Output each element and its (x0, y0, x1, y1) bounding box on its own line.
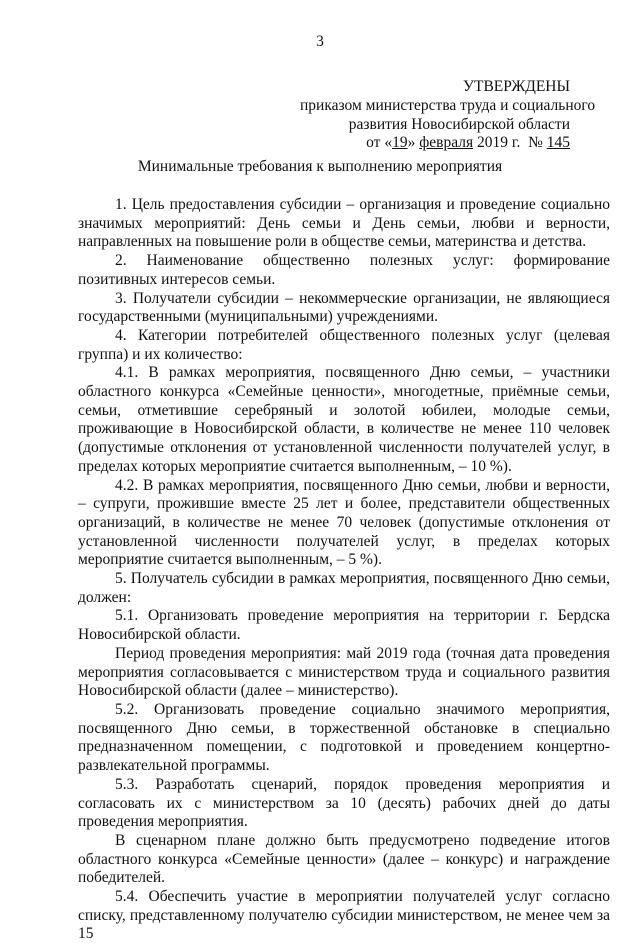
paragraph: В сценарном плане должно быть предусмотрено подведение итогов областного конкурса «Семейные ценности» (далее – конкурс) и награждение победителей. (78, 831, 610, 887)
paragraph: 1. Цель предоставления субсидии – организация и проведение социально значимых мероприятий: День семьи и День семьи, любви и верности, направленных на повышение роли в обществе семьи, материнства и детства. (78, 196, 610, 251)
paragraph: 5.1. Организовать проведение мероприятия на территории г. Бердска Новосибирской области. (78, 607, 610, 644)
date-mid: » (407, 134, 420, 152)
paragraph: 3. Получатели субсидии – некоммерческие организации, не являющиеся государственными (муниципальными) учреждениями. (78, 289, 610, 326)
paragraph: 4.1. В рамках мероприятия, посвященного Дню семьи, – участники областного конкурса «Семейные ценности», многодетные, приёмные семьи, семьи, отметившие серебряный и золотой юбилеи, молодые семьи, проживающие в Новосибирской области, в количестве не менее 110 человек (допустимые отклонения от установленной численности получателей услуг, в пределах которых мероприятие считается выполненным, – 10 %). (78, 364, 610, 475)
date-year: 2019 г. (473, 134, 521, 152)
paragraph: 2. Наименование общественно полезных услуг: формирование позитивных интересов семьи. (78, 252, 610, 288)
approval-line-1: приказом министерства труда и социального (300, 96, 596, 114)
paragraph: 5.2. Организовать проведение социально значимого мероприятия, посвященного Дню семьи, в торжественной обстановке в специально предназначенном помещении, с подготовкой и проведением концертно-развлекательной программы. (78, 700, 610, 775)
paragraph: 5.3. Разработать сценарий, порядок проведения мероприятия и согласовать их с министерством за 10 (десять) рабочих дней до даты проведения мероприятия. (78, 775, 610, 831)
date-day: 19 (392, 134, 408, 152)
approval-heading: УТВЕРЖДЕНЫ (463, 78, 570, 95)
order-number: 145 (546, 134, 570, 152)
number-prefix: № (520, 134, 547, 152)
paragraph: 4. Категории потребителей общественного полезных услуг (целевая группа) и их количество: (78, 326, 610, 363)
approval-block (300, 78, 596, 153)
document-body (78, 196, 610, 944)
date-prefix: от « (366, 134, 393, 152)
approval-line-2: развития Новосибирской области (348, 115, 570, 133)
page-number: 3 (316, 33, 324, 50)
approval-date-line (300, 134, 570, 153)
paragraph: 5.4. Обеспечить участие в мероприятии получателей услуг согласно списку, представленному получателю субсидии министерством, не менее чем за 15 (78, 888, 610, 943)
paragraph: 5. Получатель субсидии в рамках мероприятия, посвященного Дню семьи, должен: (78, 570, 610, 606)
date-month: февраля (419, 134, 474, 152)
paragraph: 4.2. В рамках мероприятия, посвященного Дню семьи, любви и верности, – супруги, прожившие вместе 25 лет и более, представители общественных организаций, в количестве не менее 70 человек (допустимые отклонения от установленной численности получателей услуг, в пределах которых мероприятие считается выполненным, – 5 %). (78, 476, 610, 569)
paragraph: Период проведения мероприятия: май 2019 года (точная дата проведения мероприятия согласовывается с министерством труда и социального развития Новосибирской области (далее – министерство). (78, 644, 610, 700)
document-title: Минимальные требования к выполнению мероприятия (137, 158, 503, 175)
